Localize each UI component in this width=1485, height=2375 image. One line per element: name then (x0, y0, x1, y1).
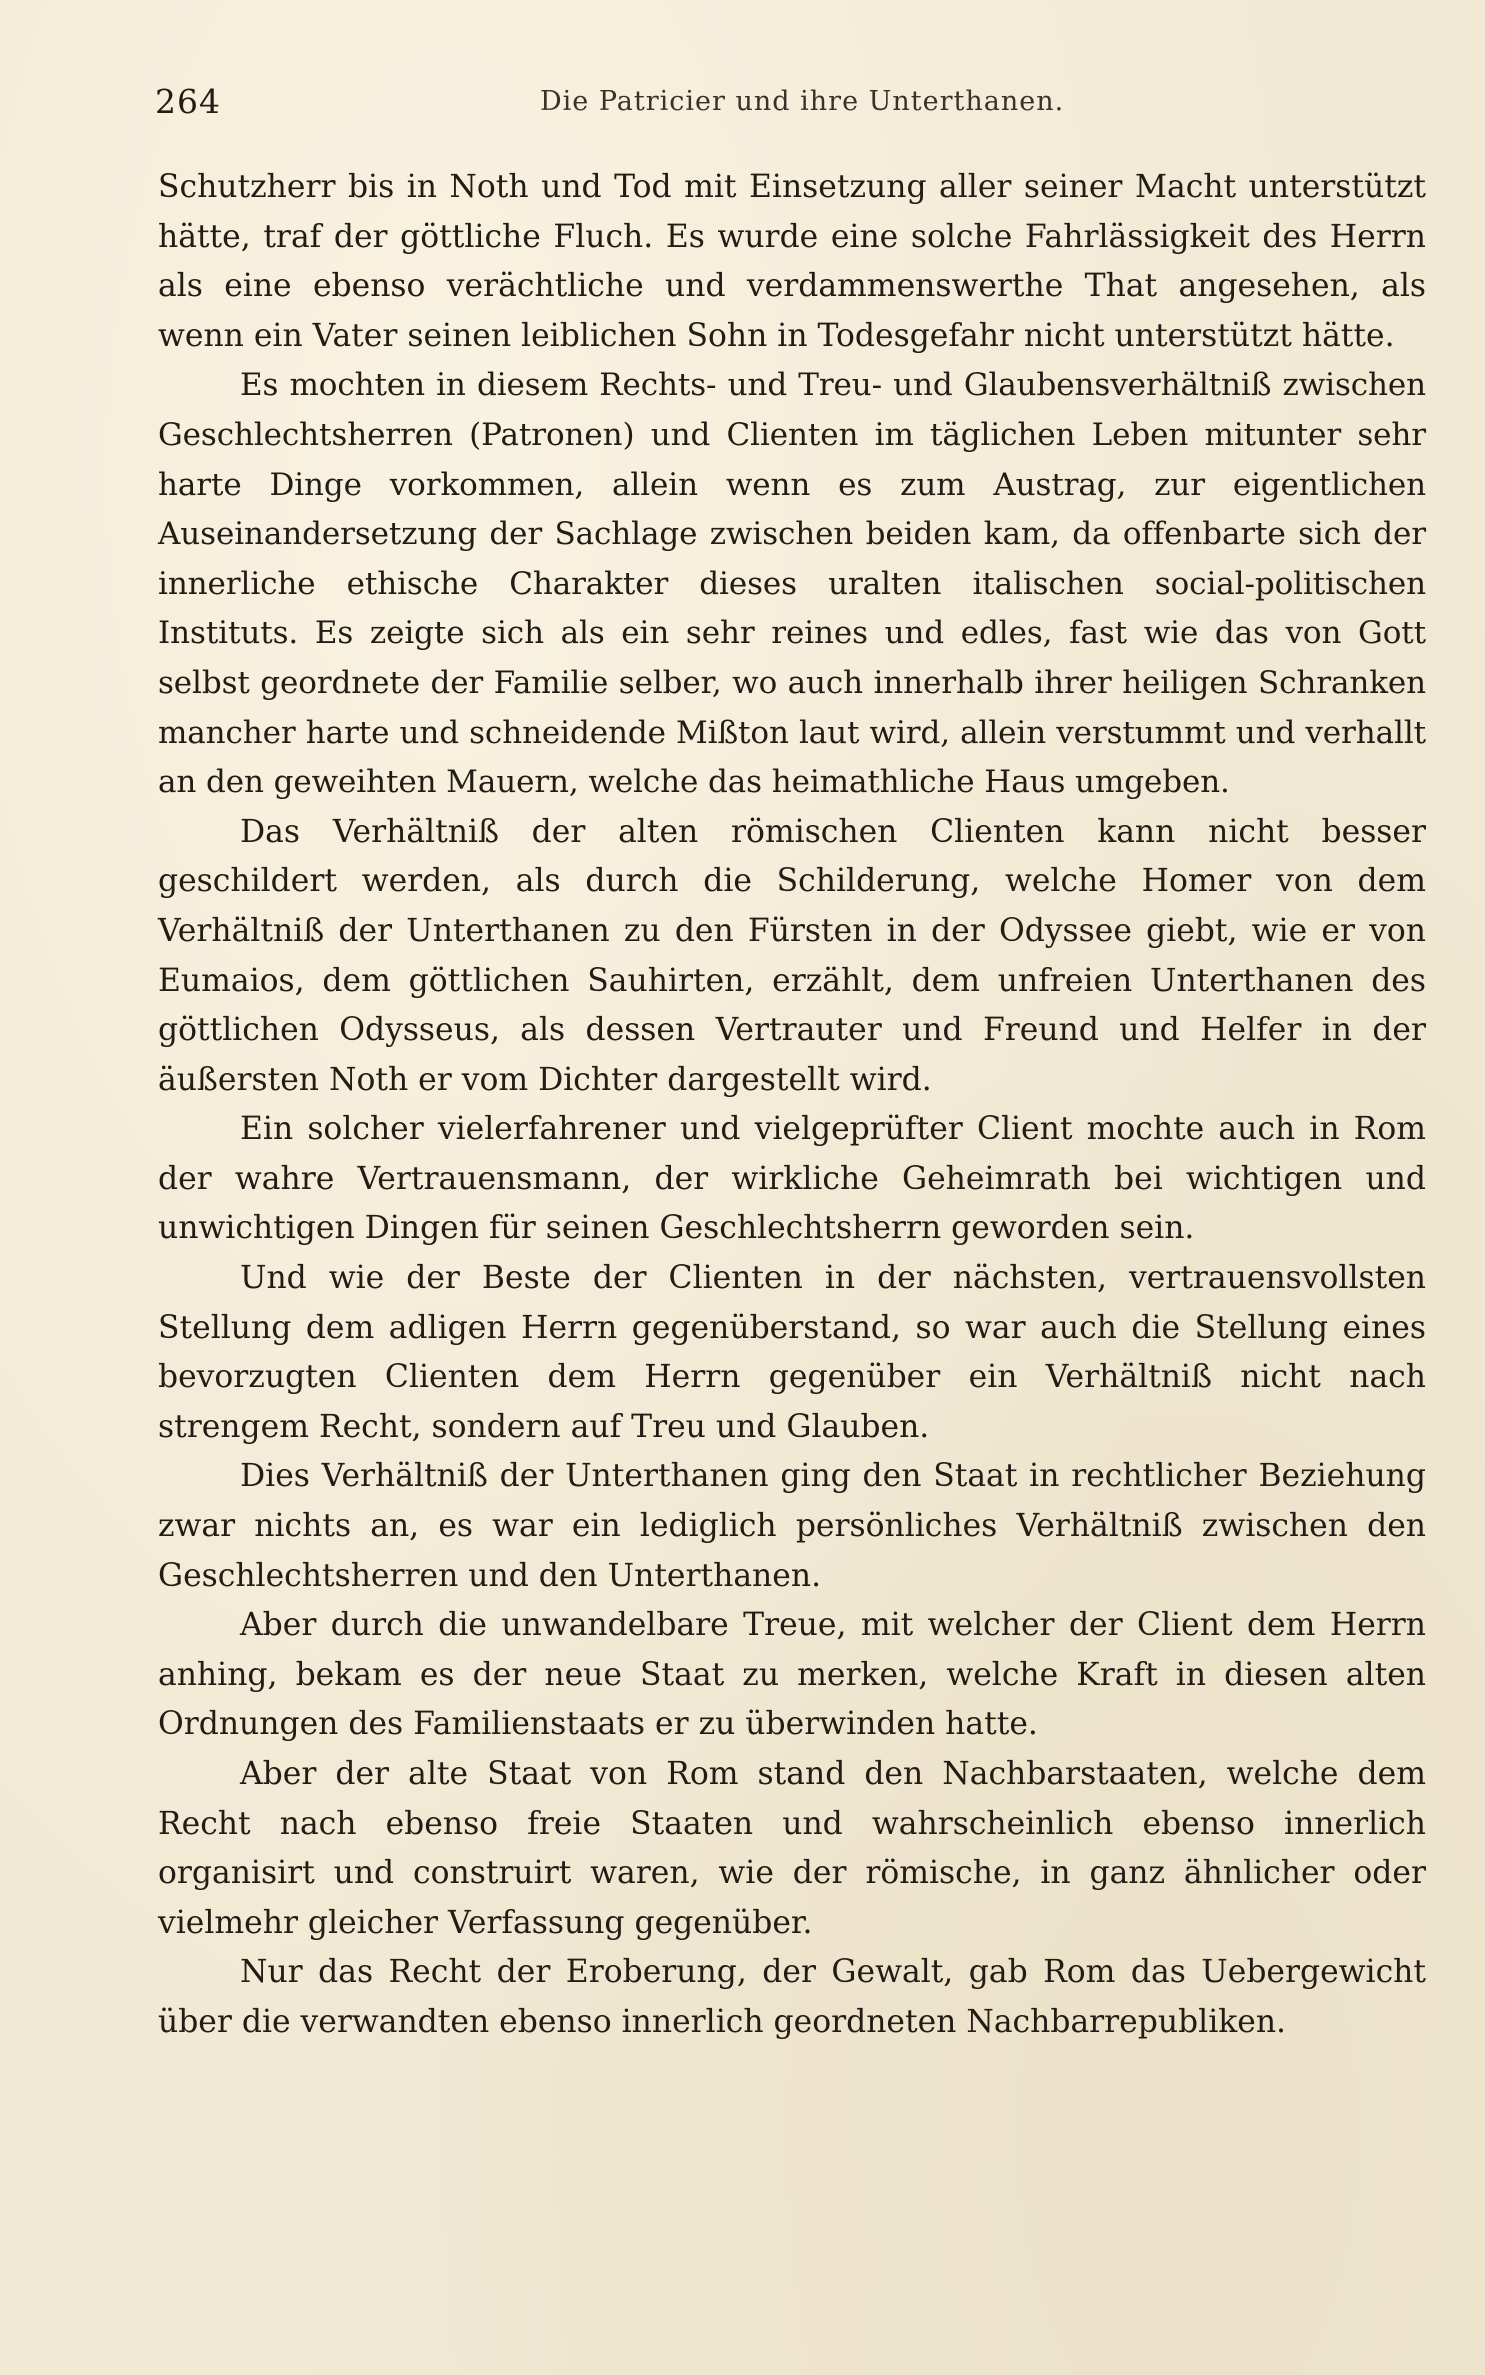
running-head (155, 82, 1425, 126)
paragraph-3: Das Verhältniß der alten römischen Clienten kann nicht besser geschildert werden, als durch die Schilderung, welche Homer von dem Verhältniß der Unterthanen zu den Fürsten in der Odyssee giebt, wie er von Eumaios, dem göttlichen Sauhirten, erzählt, dem unfreien Unterthanen des göttlichen Odysseus, als dessen Vertrauter und Freund und Helfer in der äußersten Noth er vom Dichter dargestellt wird. (158, 813, 1426, 1098)
running-title: Die Patricier und ihre Unterthanen. (540, 86, 1065, 117)
body-text (158, 163, 1426, 2048)
paragraph-4: Ein solcher vielerfahrener und vielgeprüfter Client mochte auch in Rom der wahre Vertrauensmann, der wirkliche Geheimrath bei wichtigen und unwichtigen Dingen für seinen Geschlechtsherrn geworden sein. (158, 1111, 1426, 1247)
paragraph-2: Es mochten in diesem Rechts- und Treu- und Glaubensverhältniß zwischen Geschlechtsherren (Patronen) und Clienten im täglichen Leben mitunter sehr harte Dinge vorkommen, allein wenn es zum Austrag, zur eigentlichen Auseinandersetzung der Sachlage zwischen beiden kam, da offenbarte sich der innerliche ethische Charakter dieses uralten italischen social-politischen Instituts. Es zeigte sich als ein sehr reines und edles, fast wie das von Gott selbst geordnete der Familie selber, wo auch innerhalb ihrer heiligen Schranken mancher harte und schneidende Mißton laut wird, allein verstummt und verhallt an den geweihten Mauern, welche das heimathliche Haus umgeben. (158, 367, 1426, 801)
paragraph-6: Dies Verhältniß der Unterthanen ging den Staat in rechtlicher Beziehung zwar nichts an, es war ein lediglich persönliches Verhältniß zwischen den Geschlechtsherren und den Unterthanen. (158, 1458, 1426, 1594)
paragraph-7: Aber durch die unwandelbare Treue, mit welcher der Client dem Herrn anhing, bekam es der neue Staat zu merken, welche Kraft in diesen alten Ordnungen des Familienstaats er zu überwinden hatte. (158, 1607, 1426, 1743)
paragraph-9: Nur das Recht der Eroberung, der Gewalt, gab Rom das Uebergewicht über die verwandten ebenso innerlich geordneten Nachbarrepubliken. (158, 1954, 1426, 2040)
paragraph-1: Schutzherr bis in Noth und Tod mit Einsetzung aller seiner Macht unterstützt hätte, traf der göttliche Fluch. Es wurde eine solche Fahrlässigkeit des Herrn als eine ebenso verächtliche und verdammenswerthe That angesehen, als wenn ein Vater seinen leiblichen Sohn in Todesgefahr nicht unterstützt hätte. (158, 169, 1426, 354)
page-number: 264 (155, 82, 221, 121)
paragraph-8: Aber der alte Staat von Rom stand den Nachbarstaaten, welche dem Recht nach ebenso freie Staaten und wahrscheinlich ebenso innerlich organisirt und construirt waren, wie der römische, in ganz ähnlicher oder vielmehr gleicher Verfassung gegenüber. (158, 1756, 1426, 1941)
paragraph-5: Und wie der Beste der Clienten in der nächsten, vertrauensvollsten Stellung dem adligen Herrn gegenüberstand, so war auch die Stellung eines bevorzugten Clienten dem Herrn gegenüber ein Verhältniß nicht nach strengem Recht, sondern auf Treu und Glauben. (158, 1260, 1426, 1445)
